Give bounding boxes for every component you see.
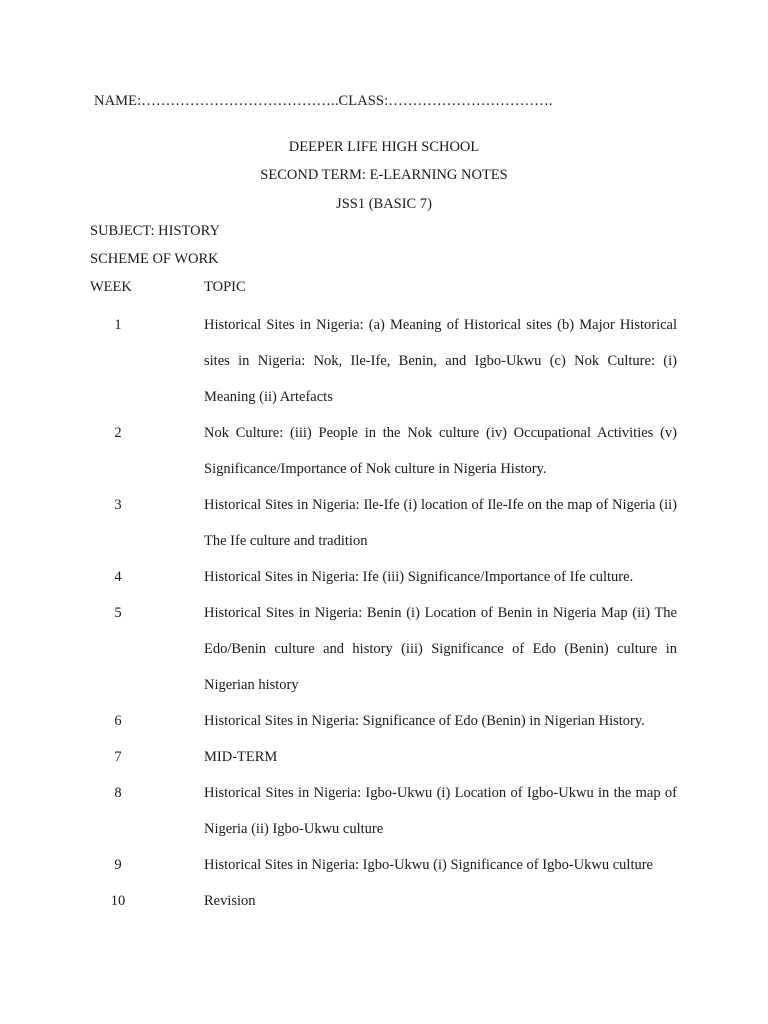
topic-header: TOPIC bbox=[204, 279, 246, 295]
topic-text: Revision bbox=[204, 893, 256, 909]
table-row bbox=[0, 703, 768, 739]
subject-line: SUBJECT: HISTORY bbox=[90, 223, 220, 239]
school-name: DEEPER LIFE HIGH SCHOOL bbox=[288, 139, 480, 155]
topic-text: Historical Sites in Nigeria: Ile-Ife (i) location of Ile-Ife on the map of Nigeria (ii) The Ife culture and tradition bbox=[204, 497, 677, 549]
class-level: JSS1 (BASIC 7) bbox=[336, 196, 432, 212]
table-row bbox=[0, 559, 768, 595]
scheme-title: SCHEME OF WORK bbox=[90, 251, 219, 267]
topic-text: Historical Sites in Nigeria: (a) Meaning of Historical sites (b) Major Historical sites in Nigeria: Nok, Ile-Ife, Benin, and Igbo-Ukwu (c) Nok Culture: (i) Meaning (ii) Artefacts bbox=[204, 317, 677, 405]
topic-text: Historical Sites in Nigeria: Igbo-Ukwu (i) Significance of Igbo-Ukwu culture bbox=[204, 857, 653, 873]
week-number: 2 bbox=[114, 425, 122, 441]
table-row bbox=[0, 847, 768, 883]
week-number: 3 bbox=[114, 497, 122, 513]
table-row bbox=[0, 595, 768, 703]
table-row bbox=[0, 307, 768, 415]
topic-text: Nok Culture: (iii) People in the Nok culture (iv) Occupational Activities (v) Significance/Importance of Nok culture in Nigeria History. bbox=[204, 425, 677, 477]
week-number: 8 bbox=[114, 785, 122, 801]
week-number: 1 bbox=[114, 317, 122, 333]
topic-text: Historical Sites in Nigeria: Benin (i) Location of Benin in Nigeria Map (ii) The Edo/Benin culture and history (iii) Significance of Edo (Benin) culture in Nigerian history bbox=[204, 605, 677, 693]
week-number: 9 bbox=[114, 857, 122, 873]
table-row bbox=[0, 739, 768, 775]
scheme-table bbox=[0, 307, 768, 919]
topic-text: Historical Sites in Nigeria: Significance of Edo (Benin) in Nigerian History. bbox=[204, 713, 645, 729]
topic-text: MID-TERM bbox=[204, 749, 278, 765]
week-number: 5 bbox=[114, 605, 122, 621]
week-number: 6 bbox=[114, 713, 122, 729]
topic-text: Historical Sites in Nigeria: Igbo-Ukwu (i) Location of Igbo-Ukwu in the map of Nigeria (ii) Igbo-Ukwu culture bbox=[204, 785, 677, 837]
week-number: 7 bbox=[114, 749, 122, 765]
table-row bbox=[0, 883, 768, 919]
name-class-line: NAME:…………………………………..CLASS:……………………………. bbox=[94, 93, 553, 109]
term-title: SECOND TERM: E-LEARNING NOTES bbox=[260, 167, 508, 183]
week-header: WEEK bbox=[90, 279, 132, 295]
topic-text: Historical Sites in Nigeria: Ife (iii) Significance/Importance of Ife culture. bbox=[204, 569, 634, 585]
table-row bbox=[0, 415, 768, 487]
week-number: 4 bbox=[114, 569, 122, 585]
table-row bbox=[0, 487, 768, 559]
week-number: 10 bbox=[110, 893, 126, 909]
table-row bbox=[0, 775, 768, 847]
